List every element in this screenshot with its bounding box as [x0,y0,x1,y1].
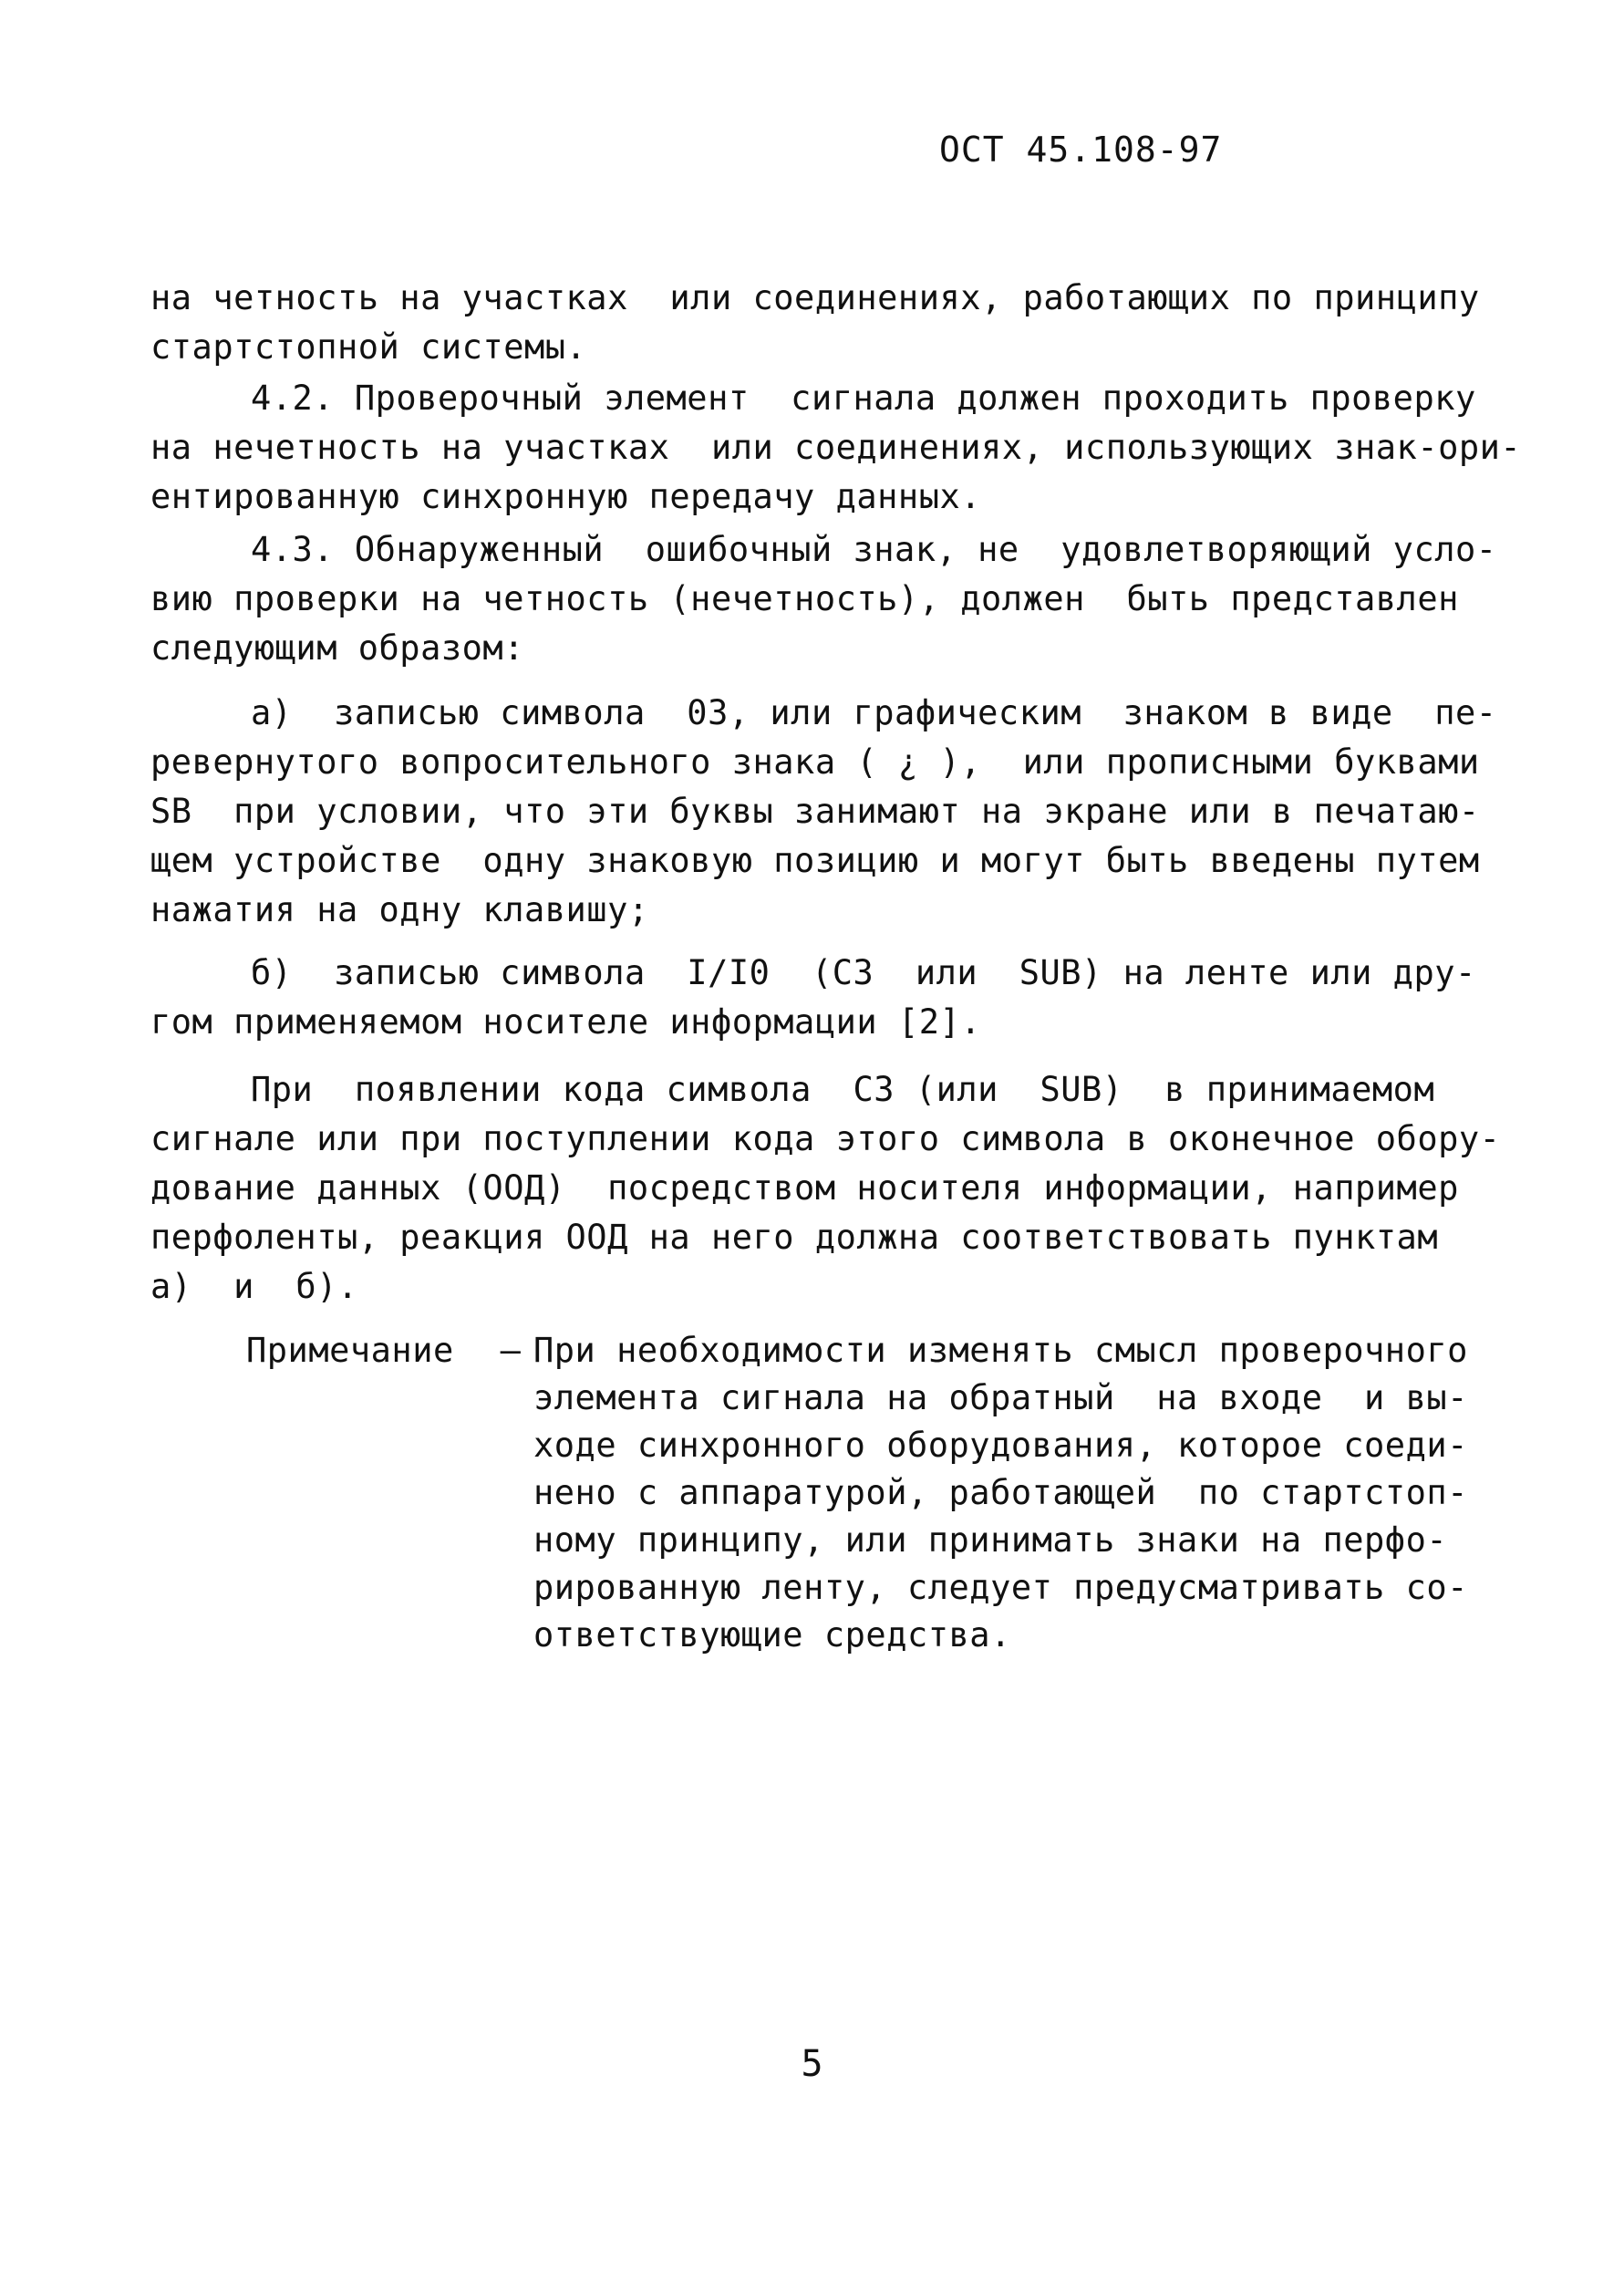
text-line: 4.2. Проверочный элемент сигнала должен проходить проверку [251,379,1476,418]
note-block [246,1327,1468,1659]
text-line: ответствующие средства. [533,1615,1011,1655]
list-item-a [150,689,1497,935]
text-line: стартстопной системы. [150,327,587,367]
text-line: ному принципу, или принимать знаки на перфо- [533,1520,1448,1560]
list-item-b [150,949,1476,1047]
text-line: на нечетность на участках или соединениях, использующих знак-ори- [150,428,1522,467]
text-line: При появлении кода символа С3 (или SUB) в принимаемом [251,1070,1435,1109]
text-line: дование данных (ООД) посредством носителя информации, например [150,1168,1459,1208]
page-number: 5 [801,2043,823,2085]
text-line: ходе синхронного оборудования, которое соеди- [533,1426,1468,1465]
text-line: элемента сигнала на обратный на входе и вы- [533,1378,1468,1417]
note-label: Примечание [246,1331,454,1370]
paragraph-4-2 [150,374,1522,522]
text-line: ентированную синхронную передачу данных. [150,477,982,516]
text-line: 4.3. Обнаруженный ошибочный знак, не удовлетворяющий усло- [251,530,1497,569]
text-line: а) и б). [150,1267,358,1306]
text-line: а) записью символа 03, или графическим знаком в виде пе- [251,693,1497,732]
text-line: на четность на участках или соединениях, работающих по принципу [150,278,1480,317]
text-line: гом применяемом носителе информации [2]. [150,1002,982,1042]
note-dash: – [500,1331,522,1370]
text-line: щем устройстве одну знаковую позицию и могут быть введены путем [150,841,1480,880]
text-line: сигнале или при поступлении кода этого символа в оконечное обору- [150,1119,1501,1158]
paragraph-continuation [150,274,1480,372]
text-line: следующим образом: [150,628,524,668]
paragraph-4-3 [150,525,1497,673]
text-line: При необходимости изменять смысл проверочного [533,1331,1468,1370]
paragraph-sub-code [150,1065,1501,1312]
text-line: перфоленты, реакция ООД на него должна соответствовать пунктам [150,1218,1439,1257]
text-line: рированную ленту, следует предусматривать со- [533,1568,1468,1607]
text-line: нажатия на одну клавишу; [150,890,649,929]
text-line: ревернутого вопросительного знака ( ¿ ), или прописными буквами [150,742,1480,782]
text-line: вию проверки на четность (нечетность), должен быть представлен [150,579,1459,618]
document-code: ОСТ 45.108-97 [939,130,1223,170]
text-line: SB при условии, что эти буквы занимают на экране или в печатаю- [150,792,1480,831]
text-line: нено с аппаратурой, работающей по стартстоп- [533,1473,1468,1512]
text-line: б) записью символа I/I0 (С3 или SUB) на ленте или дру- [251,953,1476,992]
note-body [533,1327,1468,1659]
